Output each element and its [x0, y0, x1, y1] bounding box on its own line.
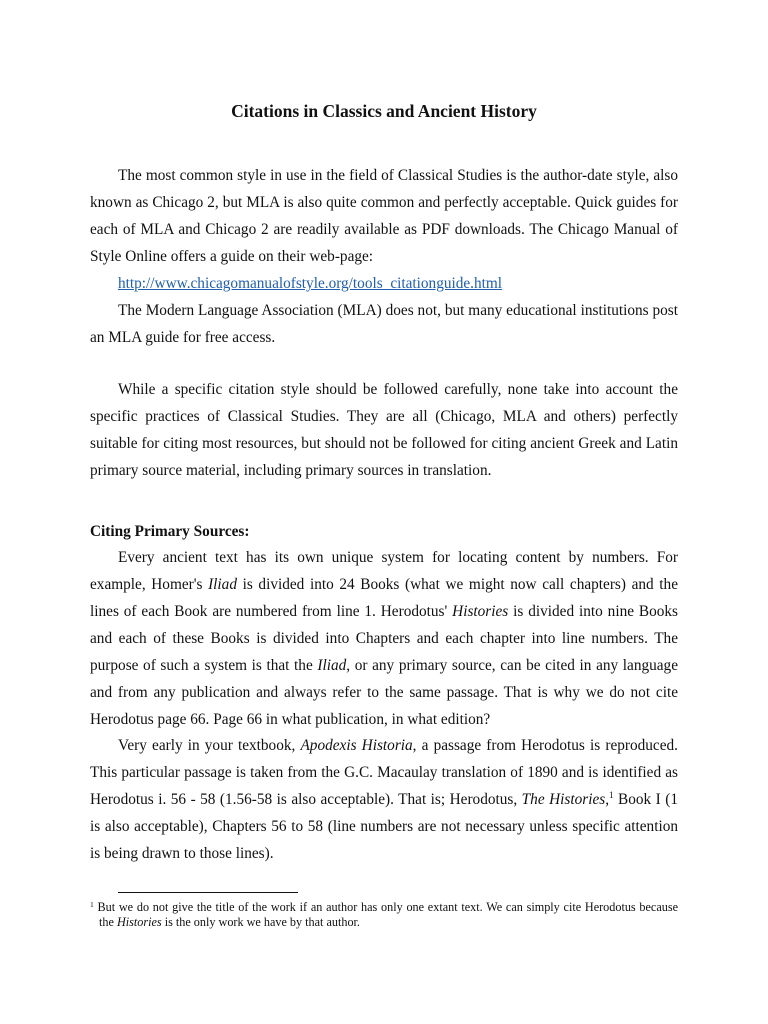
- footnote-text-c: is the only work we have by that author.: [161, 915, 360, 929]
- ps2-comma: ,: [605, 791, 610, 808]
- ps2-text-a: Very early in your textbook,: [118, 737, 301, 754]
- ps2-histories-title: The Histories: [521, 791, 606, 808]
- primary-sources-paragraph-1: [90, 544, 678, 733]
- ps1-text-e: is divided into nine Books and each of these Books is divided into Chapters and each chapter into line numbers. The purpose of such a system is that the: [90, 603, 678, 674]
- ps2-textbook-title: Apodexis Historia: [300, 737, 413, 754]
- mla-paragraph: [90, 297, 678, 351]
- link-line: [90, 270, 678, 297]
- primary-sources-paragraph-2: [90, 732, 678, 867]
- footnote-text-a: But we do not give the title of the work if an author has only one extant text. We can simply cite Herodotus because the: [93, 900, 678, 929]
- footnote-reference[interactable]: 1: [609, 790, 614, 800]
- footnote-body: [90, 900, 678, 930]
- chicago-guide-link[interactable]: http://www.chicagomanualofstyle.org/tools_citationguide.html: [118, 275, 503, 292]
- ps2-text-c: , a passage from Herodotus is reproduced. This particular passage is taken from the G.C. Macaulay translation of 1890 and is identified as Herodotus i. 56 - 58 (1.56-58 is also acceptable). That is; Herodotus,: [90, 737, 678, 808]
- ps1-text-g: , or any primary source, can be cited in any language and from any publication and always refer to the same passage. That is why we do not cite Herodotus page 66. Page 66 in what publication, in what edition?: [90, 657, 679, 728]
- primary-sources-heading: Citing Primary Sources:: [90, 523, 250, 540]
- footnote: [90, 900, 678, 930]
- ps1-iliad-title: Iliad: [208, 576, 237, 593]
- specific-style-text: While a specific citation style should be followed carefully, none take into account the specific practices of Classical Studies. They are all (Chicago, MLA and others) perfectly suitable for citing most resources, but should not be followed for citing ancient Greek and Latin primary source material, including primary sources in translation.: [90, 381, 678, 479]
- ps1-iliad-title-2: Iliad: [317, 657, 347, 674]
- ps2-text-f: Book I (1 is also acceptable), Chapters 56 to 58 (line numbers are not necessary unless specific attention is being drawn to those lines).: [90, 791, 678, 862]
- footnote-marker: 1: [90, 900, 94, 909]
- footnote-separator: [118, 892, 298, 893]
- intro-text: The most common style in use in the field of Classical Studies is the author-date style, also known as Chicago 2, but MLA is also quite common and perfectly acceptable. Quick guides for each of MLA and Chicago 2 are readily available as PDF downloads. The Chicago Manual of Style Online offers a guide on their web-page:: [90, 167, 678, 265]
- mla-text: The Modern Language Association (MLA) does not, but many educational institutions post an MLA guide for free access.: [90, 302, 678, 346]
- intro-paragraph: [90, 162, 678, 270]
- ps1-text-a: Every ancient text has its own unique system for locating content by numbers. For example, Homer's: [90, 549, 678, 593]
- page-title: Citations in Classics and Ancient History: [231, 101, 537, 121]
- ps1-histories-title: Histories: [452, 603, 509, 620]
- specific-style-paragraph: [90, 376, 678, 484]
- ps1-text-c: is divided into 24 Books (what we might now call chapters) and the lines of each Book are numbered from line 1. Herodotus': [90, 576, 678, 620]
- footnote-histories-title: Histories: [116, 915, 162, 929]
